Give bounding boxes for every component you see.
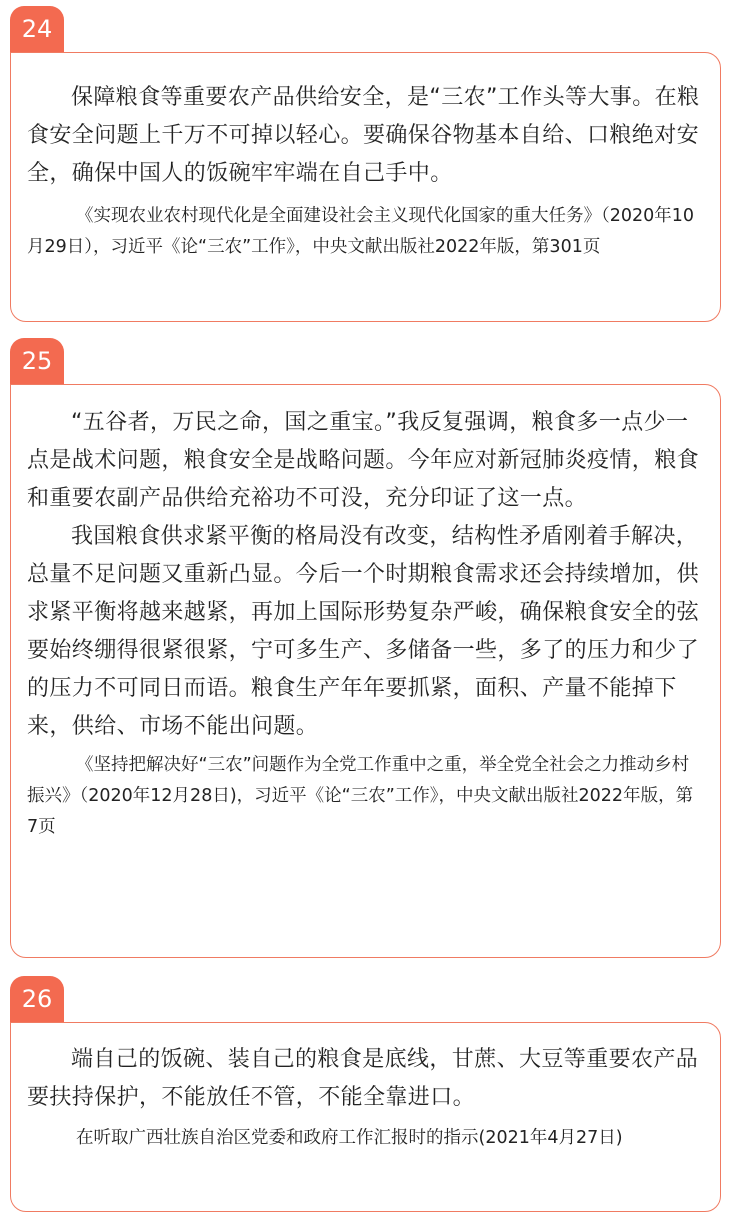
quote-citation: 《实现农业农村现代化是全面建设社会主义现代化国家的重大任务》（2020年10月29日），习近平《论“三农”工作》，中央文献出版社2022年版，第301页 bbox=[27, 206, 695, 257]
quote-card bbox=[10, 384, 721, 958]
quote-card bbox=[10, 52, 721, 322]
quote-paragraph: 端自己的饭碗、装自己的粮食是底线，甘蔗、大豆等重要农产品要扶持保护，不能放任不管，不能全靠进口。 bbox=[27, 1047, 699, 1110]
quote-paragraph: “五谷者，万民之命，国之重宝。”我反复强调，粮食多一点少一点是战术问题，粮食安全是战略问题。今年应对新冠肺炎疫情，粮食和重要农副产品供给充裕功不可没，充分印证了这一点。 bbox=[27, 410, 700, 511]
quote-paragraph: 我国粮食供求紧平衡的格局没有改变，结构性矛盾刚着手解决，总量不足问题又重新凸显。今后一个时期粮食需求还会持续增加，供求紧平衡将越来越紧，再加上国际形势复杂严峻，确保粮食安全的弦要始终绷得很紧很紧，宁可多生产、多储备一些，多了的压力和少了的压力不可同日而语。粮食生产年年要抓紧，面积、产量不能掉下来，供给、市场不能出问题。 bbox=[27, 524, 700, 739]
section-number-badge: 24 bbox=[10, 6, 64, 52]
section-number-badge: 26 bbox=[10, 976, 64, 1022]
quote-citation: 在听取广西壮族自治区党委和政府工作汇报时的指示(2021年4月27日) bbox=[76, 1128, 623, 1148]
quote-section-25 bbox=[10, 338, 723, 960]
quote-section-26 bbox=[10, 976, 723, 1216]
quote-paragraph: 保障粮食等重要农产品供给安全，是“三农”工作头等大事。在粮食安全问题上千万不可掉以轻心。要确保谷物基本自给、口粮绝对安全，确保中国人的饭碗牢牢端在自己手中。 bbox=[27, 85, 700, 186]
section-number-badge: 25 bbox=[10, 338, 64, 384]
quote-section-24 bbox=[10, 6, 723, 322]
quote-card bbox=[10, 1022, 721, 1212]
quote-citation: 《坚持把解决好“三农”问题作为全党工作重中之重，举全党全社会之力推动乡村振兴》（2020年12月28日)，习近平《论“三农”工作》，中央文献出版社2022年版，第7页 bbox=[27, 755, 694, 837]
